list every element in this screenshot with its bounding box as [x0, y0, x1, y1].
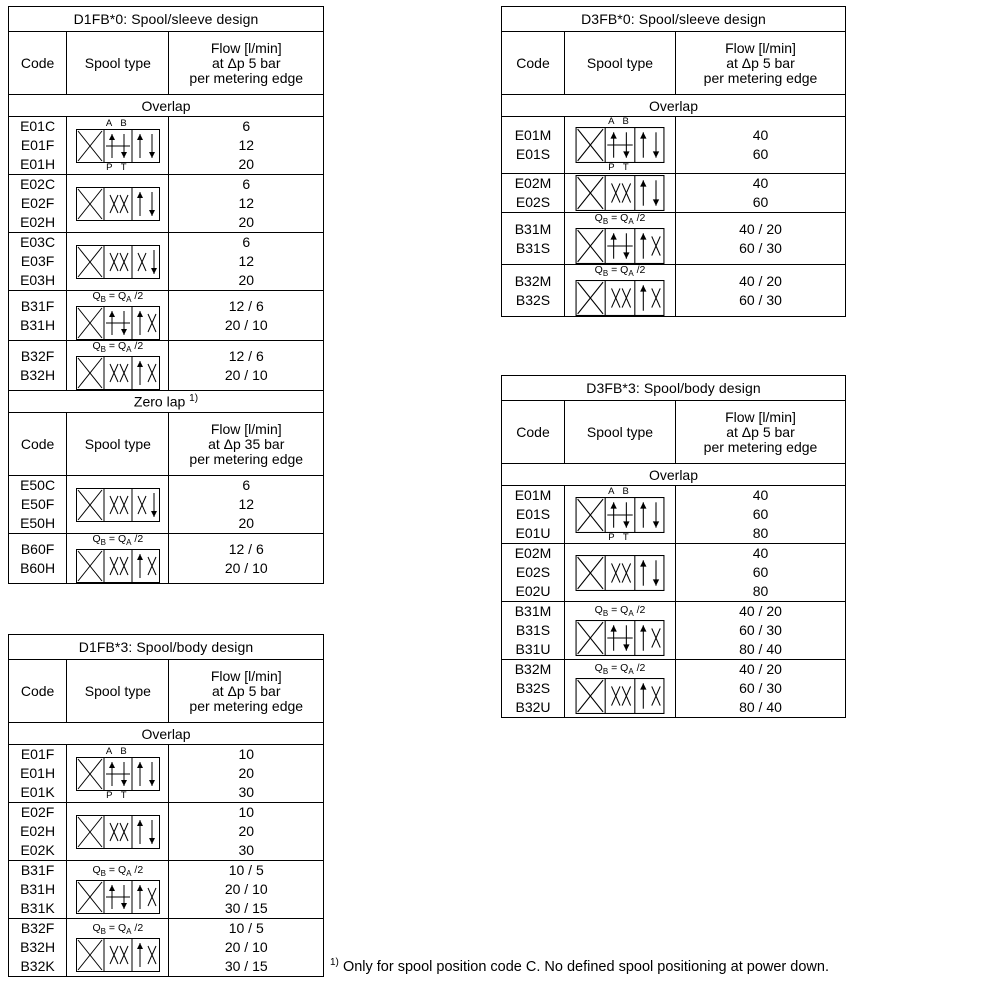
- code: E50C: [20, 477, 56, 494]
- section-label-overlap: Overlap: [502, 464, 846, 486]
- code: B32S: [515, 680, 551, 696]
- flow-value: 12: [238, 496, 255, 513]
- flow-value: 30: [238, 842, 255, 858]
- spool-symbol-cell: [67, 175, 169, 233]
- spool-symbol-b32: [575, 678, 665, 714]
- code: B31U: [515, 641, 551, 657]
- q-ratio-label: $Q_B = Q_A$ /2: [92, 290, 144, 305]
- row-codes: [9, 476, 67, 534]
- header-flow: [169, 32, 324, 95]
- spool-symbol-e02: [575, 555, 665, 591]
- flow-value: 20 / 10: [224, 939, 268, 955]
- code: E50H: [20, 515, 56, 532]
- q-ratio-label: $Q_B = Q_A$ /2: [594, 264, 646, 279]
- header-flow-line3: per metering edge: [703, 438, 818, 455]
- spool-symbol-cell: [67, 117, 169, 175]
- ports-bottom-label: P T: [608, 162, 632, 173]
- flow-value: 80: [752, 583, 769, 599]
- flow-value: 6: [242, 477, 251, 494]
- flow-value: 60 / 30: [739, 622, 782, 638]
- q-ratio-label: $Q_B = Q_A$ /2: [594, 212, 646, 227]
- table-d3fb0: [501, 6, 846, 317]
- header-flow-line2: at Δp 35 bar: [208, 435, 285, 452]
- row-flows: [169, 175, 324, 233]
- flow-value: 40 / 20: [739, 661, 782, 677]
- flow-value: 10 / 5: [228, 920, 264, 936]
- header-code: Code: [502, 401, 565, 464]
- row-flows: [676, 213, 846, 265]
- spool-symbol-cell: [67, 745, 169, 803]
- row-flows: [676, 117, 846, 174]
- header-code: Code: [9, 413, 67, 476]
- section-label-zero-lap: [9, 391, 324, 413]
- row-codes: [502, 265, 565, 317]
- flow-value: 20: [238, 156, 255, 172]
- spool-symbol-e02: [76, 187, 160, 221]
- code: E02F: [20, 804, 55, 820]
- table-title: D1FB*0: Spool/sleeve design: [9, 7, 324, 32]
- code: E01H: [20, 156, 56, 172]
- flow-value: 30: [238, 784, 255, 800]
- code: E02C: [20, 176, 56, 192]
- q-ratio-label: $Q_B = Q_A$ /2: [92, 533, 144, 548]
- code: E03H: [20, 272, 56, 288]
- row-flows: [169, 117, 324, 175]
- header-flow-line1: Flow [l/min]: [725, 39, 796, 56]
- code: E01H: [20, 765, 56, 781]
- spool-symbol-cell: [565, 213, 676, 265]
- spool-symbol-cell: [67, 476, 169, 534]
- flow-value: 12 / 6: [228, 540, 264, 557]
- spool-symbol-e50: [76, 488, 160, 522]
- table-row: [9, 803, 324, 861]
- row-flows: [169, 233, 324, 291]
- table-row: [9, 861, 324, 919]
- table-title: D3FB*0: Spool/sleeve design: [502, 7, 846, 32]
- flow-value: 60 / 30: [739, 291, 782, 308]
- table-row: [9, 117, 324, 175]
- code: E01M: [514, 127, 552, 143]
- ports-bottom-label: P T: [608, 531, 632, 543]
- flow-value: 12 / 6: [228, 347, 264, 364]
- footnote-marker: 1): [330, 957, 339, 968]
- row-codes: [9, 861, 67, 919]
- row-codes: [502, 486, 565, 544]
- table-row: [502, 265, 846, 317]
- table-row: [9, 476, 324, 534]
- spool-symbol-e01: [76, 757, 160, 791]
- flow-value: 60: [752, 564, 769, 580]
- table-row: [9, 175, 324, 233]
- flow-value: 40: [752, 545, 769, 561]
- table-row: [502, 544, 846, 602]
- table-row: [502, 213, 846, 265]
- flow-value: 30 / 15: [224, 900, 268, 916]
- code: B32M: [514, 661, 552, 677]
- footnote: [330, 957, 990, 975]
- spool-symbol-b31: [575, 228, 665, 264]
- footnote-text: Only for spool position code C. No defined spool positioning at power down.: [342, 958, 829, 975]
- header-flow-line1: Flow [l/min]: [210, 420, 282, 437]
- flow-value: 80 / 40: [739, 641, 782, 657]
- spool-symbol-cell: [67, 919, 169, 977]
- table-row: [9, 233, 324, 291]
- header-flow-line1: Flow [l/min]: [210, 39, 282, 56]
- code: E02K: [20, 842, 55, 858]
- header-code: Code: [9, 660, 67, 723]
- row-codes: [9, 919, 67, 977]
- code: B32F: [20, 920, 55, 936]
- code: B31K: [20, 900, 55, 916]
- code: B32S: [515, 291, 551, 308]
- table-row: [502, 660, 846, 718]
- code: E02M: [514, 545, 552, 561]
- spool-symbol-b32: [575, 280, 665, 316]
- flow-value: 60: [752, 506, 769, 522]
- flow-value: 40: [752, 175, 769, 191]
- table-row: [9, 534, 324, 584]
- spool-symbol-cell: [565, 486, 676, 544]
- flow-value: 20: [238, 765, 255, 781]
- q-ratio-label: $Q_B = Q_A$ /2: [92, 340, 144, 355]
- header-flow-line3: per metering edge: [189, 69, 304, 86]
- table-title: D3FB*3: Spool/body design: [502, 376, 846, 401]
- row-codes: [9, 803, 67, 861]
- row-codes: [502, 213, 565, 265]
- row-codes: [9, 534, 67, 584]
- spool-symbol-b31: [76, 306, 160, 340]
- spool-symbol-cell: [565, 174, 676, 213]
- flow-value: 20 / 10: [224, 366, 268, 383]
- spool-symbol-cell: [67, 803, 169, 861]
- code: E01C: [20, 118, 56, 134]
- section-label-overlap: Overlap: [502, 95, 846, 117]
- header-flow-line1: Flow [l/min]: [725, 408, 796, 425]
- row-codes: [9, 291, 67, 341]
- flow-value: 20 / 10: [224, 559, 268, 576]
- code: E02S: [515, 564, 551, 580]
- header-code: Code: [9, 32, 67, 95]
- header-spool-type: Spool type: [67, 32, 169, 95]
- table-d1fb0: [8, 6, 324, 584]
- spool-symbol-e03: [76, 245, 160, 279]
- code: E01F: [20, 137, 55, 153]
- spool-symbol-cell: [565, 660, 676, 718]
- code: B31H: [20, 316, 56, 333]
- spool-symbol-cell: [565, 117, 676, 174]
- flow-value: 12 / 6: [228, 297, 264, 314]
- spool-symbol-cell: [67, 534, 169, 584]
- flow-value: 40: [752, 487, 769, 503]
- code: E02M: [514, 175, 552, 191]
- flow-value: 20 / 10: [224, 881, 268, 897]
- code: E03C: [20, 234, 56, 250]
- code: B60H: [20, 559, 56, 576]
- flow-value: 20: [238, 272, 255, 288]
- header-flow: [676, 32, 846, 95]
- flow-value: 60: [752, 194, 769, 210]
- row-flows: [169, 291, 324, 341]
- spool-symbol-cell: [565, 265, 676, 317]
- header-flow: [169, 660, 324, 723]
- header-spool-type: Spool type: [565, 401, 676, 464]
- flow-value: 20 / 10: [224, 316, 268, 333]
- spool-symbol-cell: [67, 233, 169, 291]
- q-ratio-label: $Q_B = Q_A$ /2: [594, 603, 646, 619]
- ports-top-label: A B: [608, 116, 632, 127]
- table-row: [502, 602, 846, 660]
- code: B32F: [20, 347, 55, 364]
- code: B31F: [20, 297, 55, 314]
- ports-top-label: A B: [608, 485, 632, 497]
- row-codes: [502, 117, 565, 174]
- spool-symbol-e01: [575, 127, 665, 163]
- code: B31S: [515, 239, 551, 256]
- table-d1fb3: [8, 634, 324, 977]
- code: E02H: [20, 823, 56, 839]
- header-flow: [676, 401, 846, 464]
- code: E02U: [515, 583, 551, 599]
- flow-value: 80: [752, 525, 769, 541]
- flow-value: 6: [242, 234, 251, 250]
- code: B60F: [20, 540, 55, 557]
- footnote-marker: 1): [189, 393, 199, 405]
- header-flow-line1: Flow [l/min]: [210, 667, 282, 684]
- row-flows: [676, 265, 846, 317]
- code: E03F: [20, 253, 55, 269]
- spool-symbol-cell: [67, 341, 169, 391]
- code: E01S: [515, 506, 551, 522]
- row-codes: [9, 233, 67, 291]
- row-flows: [676, 544, 846, 602]
- row-flows: [676, 174, 846, 213]
- code: B31M: [514, 603, 552, 619]
- code: E01M: [514, 487, 552, 503]
- spool-symbol-e01: [575, 497, 665, 533]
- flow-value: 40: [752, 127, 769, 143]
- row-flows: [169, 861, 324, 919]
- q-ratio-label: $Q_B = Q_A$ /2: [92, 921, 144, 937]
- code: B32H: [20, 366, 56, 383]
- row-flows: [169, 803, 324, 861]
- spool-symbol-cell: [565, 544, 676, 602]
- row-flows: [676, 486, 846, 544]
- flow-value: 6: [242, 118, 251, 134]
- flow-value: 6: [242, 176, 251, 192]
- row-flows: [169, 745, 324, 803]
- header-code: Code: [502, 32, 565, 95]
- table-row: [9, 745, 324, 803]
- flow-value: 12: [238, 253, 255, 269]
- flow-value: 12: [238, 137, 255, 153]
- spool-symbol-b32: [76, 356, 160, 390]
- header-flow-line2: at Δp 5 bar: [726, 54, 795, 71]
- row-codes: [9, 745, 67, 803]
- flow-value: 80 / 40: [739, 699, 782, 715]
- spool-symbol-b31: [575, 620, 665, 656]
- flow-value: 60 / 30: [739, 680, 782, 696]
- row-flows: [169, 476, 324, 534]
- spool-symbol-e01: [76, 129, 160, 163]
- code: B32K: [20, 958, 55, 974]
- ports-bottom-label: P T: [106, 161, 130, 173]
- row-flows: [169, 534, 324, 584]
- code: E50F: [20, 496, 55, 513]
- table-row: [9, 919, 324, 977]
- table-title: D1FB*3: Spool/body design: [9, 635, 324, 660]
- table-row: [502, 174, 846, 213]
- row-flows: [676, 602, 846, 660]
- row-codes: [9, 117, 67, 175]
- header-flow-line3: per metering edge: [189, 450, 304, 467]
- code: E01U: [515, 525, 551, 541]
- row-codes: [502, 660, 565, 718]
- code: B32H: [20, 939, 56, 955]
- code: E02H: [20, 214, 56, 230]
- header-flow-line3: per metering edge: [189, 697, 304, 714]
- header-flow-line2: at Δp 5 bar: [726, 423, 795, 440]
- header-flow-line3: per metering edge: [703, 69, 818, 86]
- flow-value: 20: [238, 214, 255, 230]
- ports-bottom-label: P T: [106, 789, 130, 801]
- q-ratio-label: $Q_B = Q_A$ /2: [594, 661, 646, 677]
- code: E02F: [20, 195, 55, 211]
- flow-value: 20: [238, 515, 255, 532]
- code: E02S: [515, 194, 551, 210]
- code: E01S: [515, 146, 551, 162]
- row-codes: [9, 175, 67, 233]
- code: E01K: [20, 784, 55, 800]
- table-row: [9, 291, 324, 341]
- row-codes: [502, 602, 565, 660]
- flow-value: 40 / 20: [739, 220, 782, 237]
- spool-symbol-b60: [76, 549, 160, 583]
- code: B32U: [515, 699, 551, 715]
- code: E01F: [20, 746, 55, 762]
- flow-value: 10: [238, 746, 255, 762]
- row-flows: [169, 341, 324, 391]
- q-ratio-label: $Q_B = Q_A$ /2: [92, 863, 144, 879]
- code: B31S: [515, 622, 551, 638]
- header-flow-line2: at Δp 5 bar: [211, 682, 281, 699]
- section-label-overlap: Overlap: [9, 723, 324, 745]
- header-spool-type: Spool type: [67, 660, 169, 723]
- spool-symbol-cell: [565, 602, 676, 660]
- code: B31F: [20, 862, 55, 878]
- row-codes: [9, 341, 67, 391]
- header-flow-line2: at Δp 5 bar: [211, 54, 281, 71]
- zero-lap-text: Zero lap: [133, 394, 186, 411]
- row-codes: [502, 544, 565, 602]
- row-codes: [502, 174, 565, 213]
- header-spool-type: Spool type: [565, 32, 676, 95]
- section-label-overlap: Overlap: [9, 95, 324, 117]
- spool-symbol-cell: [67, 291, 169, 341]
- table-row: [9, 341, 324, 391]
- flow-value: 10 / 5: [228, 862, 264, 878]
- table-row: [502, 117, 846, 174]
- spool-symbol-b31: [76, 880, 160, 914]
- flow-value: 40 / 20: [739, 603, 782, 619]
- header-flow: [169, 413, 324, 476]
- row-flows: [676, 660, 846, 718]
- flow-value: 20: [238, 823, 255, 839]
- flow-value: 10: [238, 804, 255, 820]
- flow-value: 60: [752, 146, 769, 162]
- flow-value: 12: [238, 195, 255, 211]
- spool-symbol-cell: [67, 861, 169, 919]
- code: B31H: [20, 881, 56, 897]
- table-row: [502, 486, 846, 544]
- flow-value: 40 / 20: [739, 272, 782, 289]
- spool-symbol-e02: [575, 175, 665, 211]
- code: B32M: [514, 272, 552, 289]
- code: B31M: [514, 220, 552, 237]
- flow-value: 30 / 15: [224, 958, 268, 974]
- header-spool-type: Spool type: [67, 413, 169, 476]
- row-flows: [169, 919, 324, 977]
- spool-symbol-b32: [76, 938, 160, 972]
- ports-top-label: A B: [105, 745, 130, 757]
- ports-top-label: A B: [105, 117, 130, 129]
- table-d3fb3: [501, 375, 846, 718]
- flow-value: 60 / 30: [739, 239, 782, 256]
- spool-symbol-e02: [76, 815, 160, 849]
